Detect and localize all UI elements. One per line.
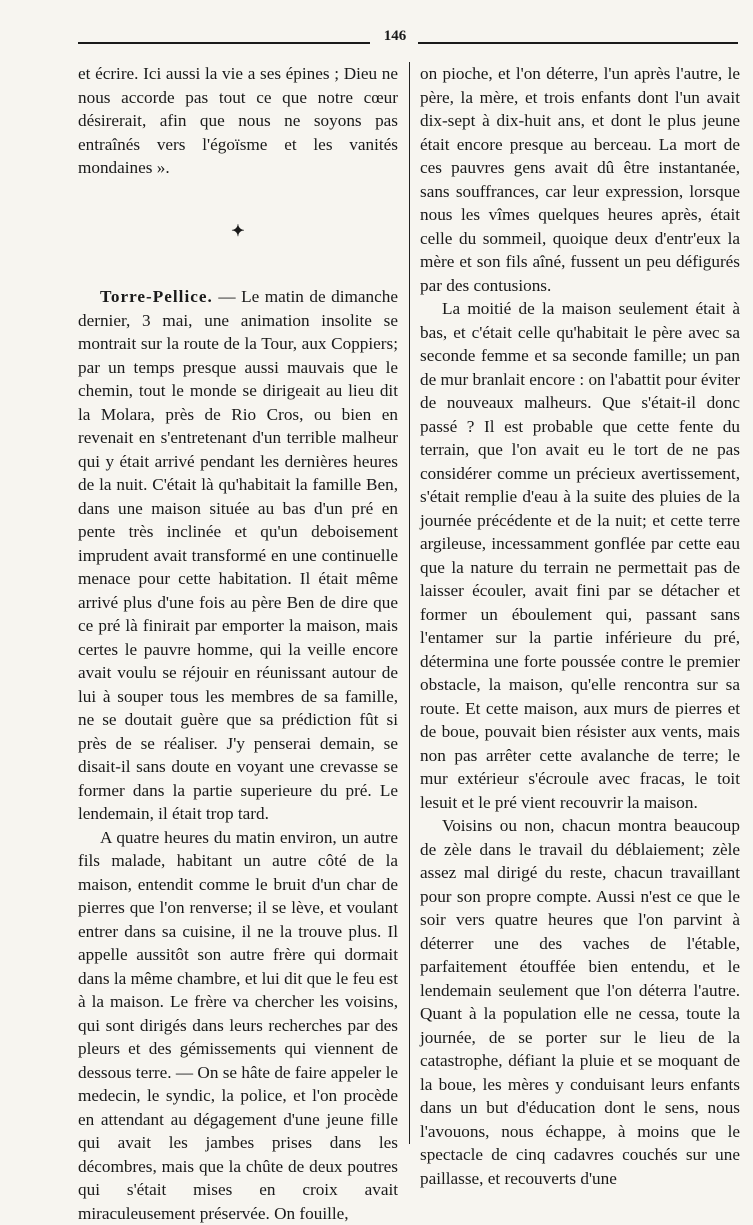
article-paragraph-2: A quatre heures du matin environ, un autre fils malade, habitant un autre côté de la maison, entendit comme le bruit d'un char de pierres que l'on renverse; il se lève, et voulant entrer dans sa cuisine, il ne la trouve plus. Il appelle aussitôt son autre frère qui dormait dans la même chambre, et lui dit que le feu est à la maison. Le frère va chercher les voisins, qui sont dirigés dans leurs recherches par des pleurs et des gémissements qui viennent de dessous terre. — On se hâte de faire appeler le medecin, le syndic, la police, et l'on procède en attendant au dégagement d'une jeune fille qui avait les jambes prises dans les décombres, mais que la chûte de deux poutres qui s'était mises en croix avait miraculeusement préservée. On fouille, <box>78 826 398 1225</box>
header-rule-left <box>78 42 370 44</box>
right-paragraph-1: La moitié de la maison seulement était à bas, et c'était celle qu'habitait le père avec sa seconde femme et sa seconde famille; un pan de mur branlait encore : on l'abattit pour éviter de nouveaux malheurs. Que s'était-il donc passé ? Il est probable que cette fente du terrain, que l'on avait eu le tort de ne pas considérer comme un précieux avertissement, s'était remplie d'eau à la suite des pluies de la journée précédente et de la nuit; et cette terre argileuse, incessamment gonflée par cette eau que la nature du terrain ne permettait pas de laisser écouler, avait fini par se détacher et former un éboulement qui, passant sans l'entamer sur la partie inférieure du pré, détermina une forte poussée contre le premier obstacle, la maison, qu'elle rencontra sur sa route. Et cette maison, aux murs de pierres et de boue, pouvait bien résister aux vents, mais non pas arrêter cette avalanche de terre; le mur extérieur s'écroule avec fracas, le toit lesuit et le pré vient recouvrir la maison. <box>420 297 740 814</box>
right-paragraph-2: Voisins ou non, chacun montra beaucoup de zèle dans le travail du déblaiement; zèle assez mal dirigé du reste, chacun travaillant pour son propre compte. Aussi n'est ce que le soir vers quatre heures que l'on parvint à déterrer une des vaches de l'étable, parfaitement étouffée bien entendu, et le lendemain seulement que l'on déterra l'autre. Quant à la population elle ne cessa, toute la journée, de se porter sur le lieu de la catastrophe, défiant la pluie et se moquant de la boue, les mères y conduisant leurs enfants dans un but d'éducation dont le sens, nous l'avouons, nous échappe, à moins que le spectacle de cinq cadavres couchés sur une paillasse, et recouverts d'une <box>420 814 740 1190</box>
header-rule-right <box>418 42 738 44</box>
right-column <box>420 62 740 1190</box>
page-header <box>78 28 738 50</box>
left-column <box>78 62 398 1225</box>
left-paragraph-continuation: et écrire. Ici aussi la vie a ses épines ; Dieu ne nous accorde pas tout ce que notre cœur désirerait, afin que nous ne soyons pas entraînés vers l'égoïsme et les vanités mondaines ». <box>78 62 398 180</box>
section-ornament: ✦ <box>78 220 398 244</box>
article-paragraph-1 <box>78 285 398 826</box>
article-paragraph-1-text: — Le matin de dimanche dernier, 3 mai, une animation insolite se montrait sur la route de la Tour, aux Coppiers; par un temps presque aussi mauvais que le chemin, tout le monde se dirigeait au lieu dit la Molara, près de Rio Cros, ou bien en revenait en s'entretenant d'un terrible malheur qui y était arrivé pendant les dernières heures de la nuit. C'était là qu'habitait la famille Ben, dans une maison située au bas d'un pré en pente très inclinée et qu'un deboisement imprudent avait transformé en une continuelle menace pour cette habitation. Il était même arrivé plus d'une fois au père Ben de dire que ce pré là finirait par emporter la maison, mais certes le pauvre homme, qui la veille encore avait voulu se réjouir en réunissant autour de lui à souper tous les membres de sa famille, ne se doutait guère que sa prédiction fût si près de se réaliser. J'y penserai demain, se disait-il sans doute en voyant une crevasse se former dans la partie superieure du pré. Le lendemain, il était trop tard. <box>78 287 398 823</box>
page-number: 146 <box>374 28 416 45</box>
column-divider <box>409 62 410 1144</box>
article-heading: Torre-Pellice. <box>100 287 213 306</box>
right-paragraph-continuation: on pioche, et l'on déterre, l'un après l'autre, le père, la mère, et trois enfants dont l'un avait dix-sept à dix-huit ans, et dont le plus jeune était encore presque au berceau. La mort de ces pauvres gens avait dû être instantanée, sans souffrances, car leur expression, lorsque nous les vîmes quelques heures après, était celle du sommeil, quoique deux d'entr'eux la mère et son fils aîné, fussent un peu défigurés par des contusions. <box>420 62 740 297</box>
